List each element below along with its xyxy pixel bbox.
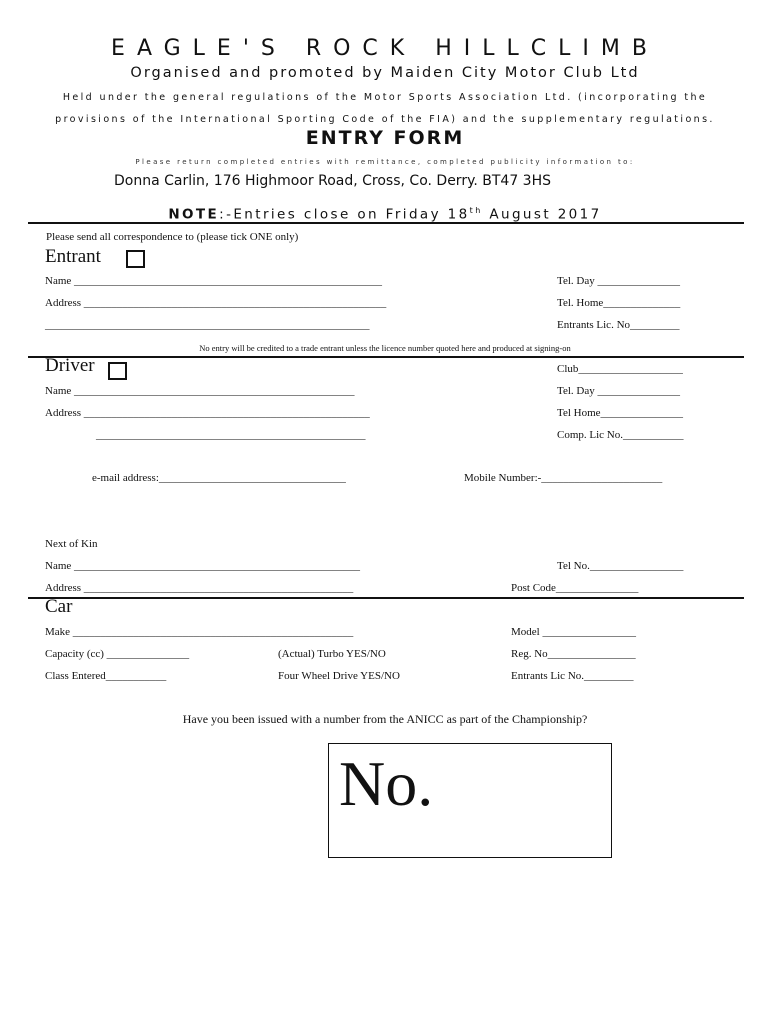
regulations-line-1: Held under the general regulations of the Motor Sports Association Ltd. (incorporating the xyxy=(62,92,708,103)
championship-question: Have you been issued with a number from the ANICC as part of the Championship? xyxy=(182,712,588,726)
driver-tel-day-field[interactable]: Tel. Day _______________ xyxy=(557,385,680,397)
driver-tick-checkbox[interactable] xyxy=(108,362,127,380)
driver-heading: Driver xyxy=(45,355,95,376)
entrant-address-line-2[interactable]: ___________________________________________________________ xyxy=(45,319,370,331)
licence-notice: No entry will be credited to a trade entrant unless the licence number quoted here and produced at signing-on xyxy=(199,343,571,353)
event-title: EAGLE'S ROCK HILLCLIMB xyxy=(111,36,659,61)
closing-date-note xyxy=(0,206,770,223)
section-divider xyxy=(28,356,744,358)
driver-address-field[interactable]: Address ____________________________________________________ xyxy=(45,407,370,419)
return-address: Donna Carlin, 176 Highmoor Road, Cross, Co. Derry. BT47 3HS xyxy=(114,173,552,189)
correspondence-instruction: Please send all correspondence to (please tick ONE only) xyxy=(46,231,299,243)
note-text-end: August 2017 xyxy=(482,206,602,223)
car-model-field[interactable]: Model _________________ xyxy=(511,626,636,638)
kin-post-code-field[interactable]: Post Code_______________ xyxy=(511,582,639,594)
note-text: :-Entries close on Friday 18 xyxy=(219,206,470,223)
driver-club-field[interactable]: Club___________________ xyxy=(557,363,683,375)
return-instruction: Please return completed entries with remittance, completed publicity information to: xyxy=(135,158,635,166)
car-heading: Car xyxy=(45,596,73,617)
note-label: NOTE xyxy=(168,206,220,223)
car-reg-no-field[interactable]: Reg. No________________ xyxy=(511,648,636,660)
driver-address-line-2[interactable]: _________________________________________________ xyxy=(96,429,366,441)
kin-address-field[interactable]: Address _________________________________________________ xyxy=(45,582,354,594)
number-label: No. xyxy=(339,748,434,819)
regulations-line-2: provisions of the International Sporting Code of the FIA) and the supplementary regulations. xyxy=(55,114,715,125)
car-class-field[interactable]: Class Entered___________ xyxy=(45,670,167,682)
car-capacity-field[interactable]: Capacity (cc) _______________ xyxy=(45,648,190,660)
car-turbo-option[interactable]: (Actual) Turbo YES/NO xyxy=(278,648,386,660)
entrant-heading: Entrant xyxy=(45,246,101,267)
driver-tel-home-field[interactable]: Tel Home_______________ xyxy=(557,407,684,419)
driver-mobile-field[interactable]: Mobile Number:-______________________ xyxy=(464,472,663,484)
entrant-tel-day-field[interactable]: Tel. Day _______________ xyxy=(557,275,680,287)
entrant-tick-checkbox[interactable] xyxy=(126,250,145,268)
form-title: ENTRY FORM xyxy=(305,127,465,149)
entrant-licence-field[interactable]: Entrants Lic. No_________ xyxy=(557,319,680,331)
organiser-subtitle: Organised and promoted by Maiden City Motor Club Ltd xyxy=(130,65,640,81)
driver-comp-licence-field[interactable]: Comp. Lic No.___________ xyxy=(557,429,684,441)
driver-email-field[interactable]: e-mail address:__________________________________ xyxy=(92,472,346,484)
note-superscript: th xyxy=(469,206,483,215)
car-four-wheel-drive-option[interactable]: Four Wheel Drive YES/NO xyxy=(278,670,400,682)
car-entrants-licence-field[interactable]: Entrants Lic No._________ xyxy=(511,670,634,682)
section-divider xyxy=(28,597,744,599)
driver-name-field[interactable]: Name ___________________________________________________ xyxy=(45,385,355,397)
entrant-name-field[interactable]: Name ________________________________________________________ xyxy=(45,275,383,287)
entrant-address-field[interactable]: Address _______________________________________________________ xyxy=(45,297,387,309)
kin-tel-field[interactable]: Tel No._________________ xyxy=(557,560,684,572)
kin-name-field[interactable]: Name ____________________________________________________ xyxy=(45,560,361,572)
section-divider xyxy=(28,222,744,224)
championship-number-box[interactable] xyxy=(328,743,612,858)
entrant-tel-home-field[interactable]: Tel. Home______________ xyxy=(557,297,681,309)
next-of-kin-heading: Next of Kin xyxy=(45,538,98,550)
car-make-field[interactable]: Make ___________________________________________________ xyxy=(45,626,354,638)
